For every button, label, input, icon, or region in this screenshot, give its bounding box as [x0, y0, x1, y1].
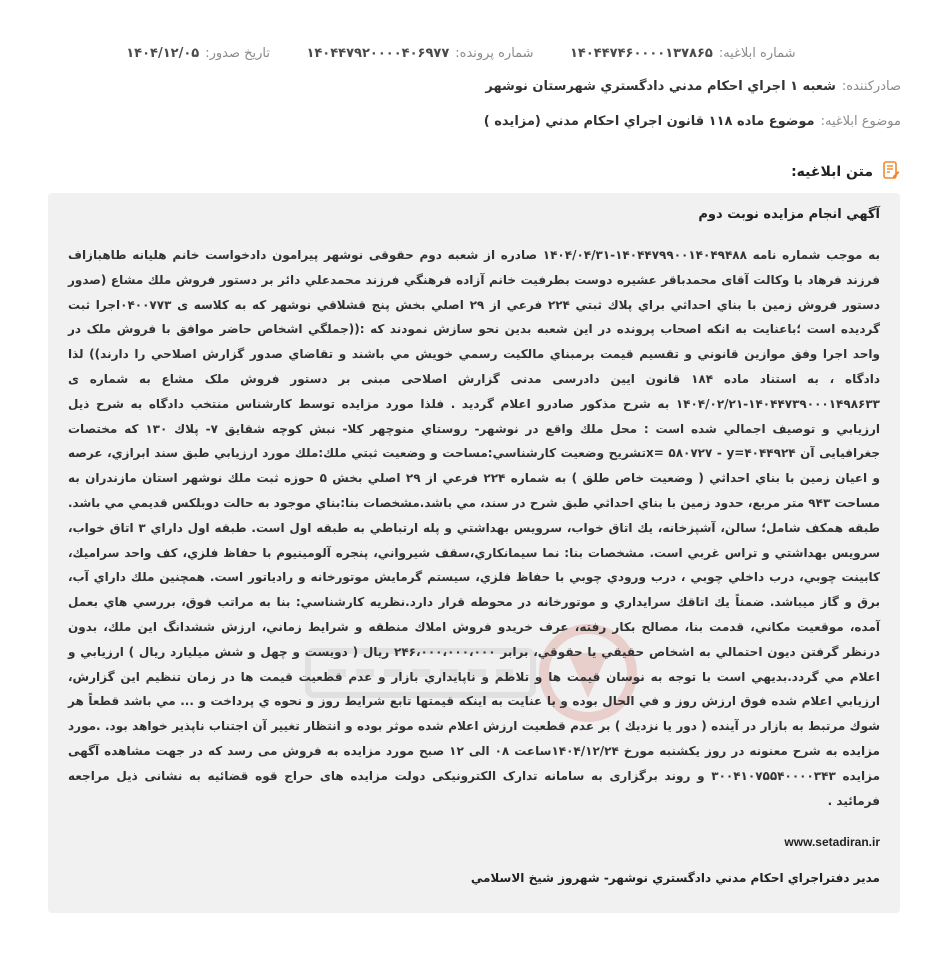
issue-date-label: تاريخ صدور: — [205, 45, 270, 61]
notice-number-value: ۱۴۰۴۴۷۴۶۰۰۰۰۱۳۷۸۶۵ — [570, 45, 713, 61]
notice-url: www.setadiran.ir — [784, 835, 880, 850]
notice-section-title-text: متن ابلاغيه: — [791, 164, 873, 180]
notice-body-text: به موجب شماره نامه ۱۴۰۴۴۷۹۹۰۰۱۴۰۴۹۴۸۸-۱۴۰۴/۰۴/۳۱ صادره از شعبه دوم حقوقی نوشهر پیرامون دادخواست خانم هلیانه طاهبازاف فرزند فرهاد با وکالت آقای محمدباقر عشیره دوست بطرفیت خانم آزاده فرهنگي فرزند محمدعلي دائر بر دستور فروش ملك مشاع (صدور دستور فروش زمین با بناي احداثي براي پلاك ثبتي ۲۲۴ فرعي از ۲۹ اصلي بخش پنج قشلاقي نوشهر كه به كلاسه ی ۰۴۰۰۷۷۳اجرا ثبت گردیده است ؛باعنایت به انكه اصحاب پرونده در این شعبه بدین نحو سازش نمودند كه :((جملگي اشخاص حاضر موافق با فروش ملک در واحد اجرا وفق موازين قانوني و تقسيم قيمت برمبناي مالکيت رسمي خويش مي باشند و تقاضاي صدور گزارش اصلاحي را دارند)) لذا دادگاه ، به استناد ماده ۱۸۴ قانون ایین دادرسی مدنی گزارش اصلاحی مبنی بر دستور فروش ملک مشاع به شماره ی ۱۴۰۴۴۷۳۹۰۰۰۱۴۹۸۶۳۳-۱۴۰۴/۰۲/۲۱ به شرح مذكور صادرو اعلام گرديد . فلذا مورد مزايده توسط كارشناس منتخب دادگاه به شرح ذيل ارزيابي و توصيف اجمالي شده است : محل ملك واقع در نوشهر- روستاي منوچهر كلا- نبش كوچه شقايق ۷- پلاك ۱۳۰ که مختصات جغرافیایی آن x= ۵۸۰۷۲۷ - y=۴۰۴۴۹۲۴تشريح وضعيت كارشناسي:مساحت و وضعيت ثبتي ملك:ملك مورد ارزيابي طبق سند ابرازي، عرصه و اعيان زمين با بناي احداثي ( وضعيت خاص طلق ) به شماره ۲۲۴ فرعي از ۲۹ اصلي بخش ۵ حوزه ثبت ملك نوشهر استان مازندران به مساحت ۹۴۳ متر مربع، حدود زمين با بناي احداثي طبق شرح در سند، مي باشد.مشخصات بنا:بناي موجود به حالت دوبلکس قديمي مي باشد. طبقه همکف شامل؛ سالن، آشپزخانه، يك اتاق خواب، سرويس بهداشتي و پله ارتباطي به طبقه اول است. طبقه اول داراي ۳ اتاق خواب، سرويس بهداشتي و تراس غربي است. مشخصات بنا: نما سيمانكاري،سقف شيرواني، پنجره آلومينيوم با حفاظ فلزي، كف واحد سراميك، كابينت چوبي، درب داخلي چوبي ، درب ورودي چوبي با حفاظ فلزي، سيستم گرمايش موتورخانه و رادياتور است. همچنين ملك داراي آب، برق و گاز ميباشد. ضمناً يك اتاقك سرايداري و موتورخانه در محوطه قرار دارد.نظريه كارشناسي: بنا به مراتب فوق، بررسي هاي بعمل آمده، موقعيت مكاني، قدمت بنا، مصالح بكار رفته، عرف خريدو فروش املاك منطقه و شرايط زماني، ارزش ششدانگ اين ملك، بدون درنظر گرفتن ديون احتمالي به اشخاص حقيقي يا حقوقي، برابر ۲۴۶،۰۰۰،۰۰۰،۰۰۰ ريال ( دويست و چهل و شش ميليارد ريال ) ارزيابي و اعلام مي گردد.بديهي است با توجه به نوسان قيمت ها و تلاطم و ناپايداري بازار و عدم قطعيت قيمت ها در زمان تنظيم اين گزارش، ارزيابي اعلام شده فوق ارزش روز و في الحال بوده و با عنايت به اينكه قيمتها تابع شرايط روز و نحوه ي پرداخت و ... مي باشد قطعاً هر شوك مرتبط به بازار در آينده ( دور يا نزديك ) بر عدم قطعيت ارزش اعلام شده موثر بوده و انتظار تغيير آن اجتناب ناپذير خواهد بود. .مورد مزايده به شرح معنونه در روز يكشنبه مورخ ۱۴۰۴/۱۲/۲۴ساعت ۰۸ الی ۱۲ صبح مورد مزايده به فروش مى رسد كه در جهت مشاهده آگهی مزايده ۳۰۰۴۱۰۷۵۵۴۰۰۰۰۳۴۳ و روند برگزاری به سامانه تدارک الکترونیکی دولت مزايده های حراج قوه قضائیه به نشانی ذیل مراجعه فرمائید . — [68, 248, 881, 808]
notice-heading: آگهي انجام مزايده نوبت دوم — [698, 207, 880, 222]
case-number — [270, 46, 570, 61]
issuer-value: شعبه ۱ اجراي احکام مدني دادگستري شهرستان نوشهر — [485, 79, 836, 94]
notice-number-label: شماره ابلاغيه: — [718, 45, 796, 61]
notice-signature: مدير دفتراجراي احكام مدني دادگستري نوشهر- شهروز شيخ الاسلامي — [470, 871, 880, 886]
case-number-value: ۱۴۰۴۴۷۹۲۰۰۰۰۴۰۶۹۷۷ — [306, 45, 450, 61]
notice-section-title — [791, 160, 901, 184]
subject-row — [30, 114, 901, 129]
notice-number — [570, 46, 901, 61]
case-number-label: شماره پرونده: — [455, 45, 534, 61]
document-edit-icon — [873, 160, 901, 184]
subject-value: موضوع ماده ۱۱۸ قانون اجراي احکام مدني (مزايده ) — [483, 114, 815, 129]
issue-date-value: ۱۴۰۴/۱۲/۰۵ — [126, 45, 200, 61]
notice-body-box — [48, 193, 900, 913]
notice-meta-row — [30, 40, 901, 66]
issuer-row — [30, 79, 901, 94]
issue-date — [30, 46, 270, 61]
issuer-label: صادرکننده: — [841, 79, 901, 94]
subject-label: موضوع ابلاغيه: — [820, 114, 901, 129]
